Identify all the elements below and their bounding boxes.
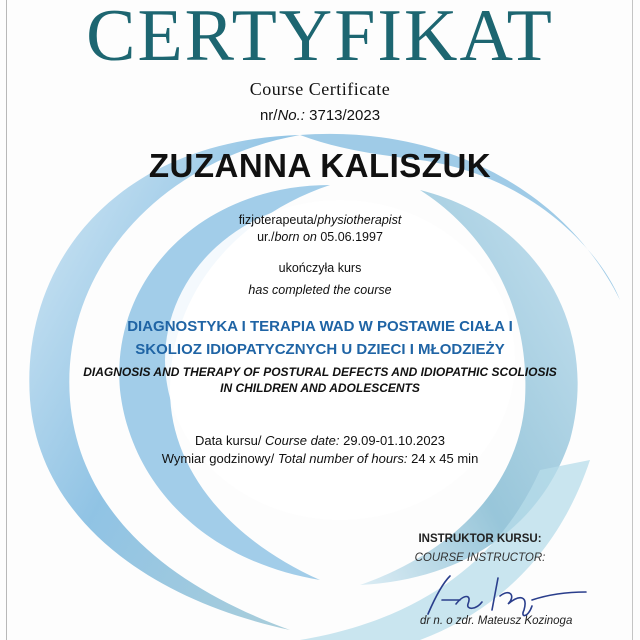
course-date: [0, 432, 640, 450]
profession-en: physiotherapist: [317, 213, 402, 227]
course-title-pl: [0, 315, 640, 361]
course-details: [0, 432, 640, 468]
birth-date: [0, 229, 640, 246]
course-title-pl-line1: DIAGNOSTYKA I TERAPIA WAD W POSTAWIE CIAŁA I: [127, 318, 513, 335]
born-date-value: 05.06.1997: [316, 230, 383, 244]
course-title-en-line2: IN CHILDREN AND ADOLESCENTS: [220, 381, 420, 395]
born-label-pl: ur./: [257, 230, 275, 244]
number-value: 3713/2023: [304, 107, 381, 124]
date-label-en: Course date:: [265, 433, 340, 448]
born-label-en: born on: [274, 230, 317, 244]
profession: [0, 212, 640, 229]
instructor-name: dr n. o zdr. Mateusz Kozinoga: [420, 615, 573, 627]
completed-pl: ukończyła kurs: [278, 261, 362, 275]
completed-en-text: has completed the course: [248, 283, 392, 297]
number-label-pl: nr/: [259, 107, 278, 124]
instructor-label-pl: INSTRUKTOR KURSU:: [418, 533, 542, 545]
course-hours: [0, 450, 640, 468]
course-title-pl-line2: SKOLIOZ IDIOPATYCZNYCH U DZIECI I MŁODZIEŻY: [135, 341, 505, 358]
recipient-name: ZUZANNA KALISZUK: [148, 147, 492, 184]
profession-pl: fizjoterapeuta/: [238, 213, 318, 227]
certificate-subtitle: Course Certificate: [249, 79, 391, 99]
date-label-pl: Data kursu/: [194, 433, 266, 448]
date-value: 29.09-01.10.2023: [339, 433, 446, 448]
hours-label-en: Total number of hours:: [277, 451, 408, 466]
certificate-number: [0, 106, 640, 126]
certificate-title: CERTYFIKAT: [86, 0, 554, 77]
course-title-en: [0, 364, 640, 396]
instructor-signature: [420, 570, 590, 620]
hours-label-pl: Wymiar godzinowy/: [161, 451, 278, 466]
instructor-label-en: COURSE INSTRUCTOR:: [414, 552, 546, 564]
completed-en: [0, 282, 640, 299]
course-title-en-line1: DIAGNOSIS AND THERAPY OF POSTURAL DEFECTS AND IDIOPATHIC SCOLIOSIS: [83, 365, 557, 379]
number-label-en: No.:: [277, 107, 305, 124]
hours-value: 24 x 45 min: [407, 451, 479, 466]
